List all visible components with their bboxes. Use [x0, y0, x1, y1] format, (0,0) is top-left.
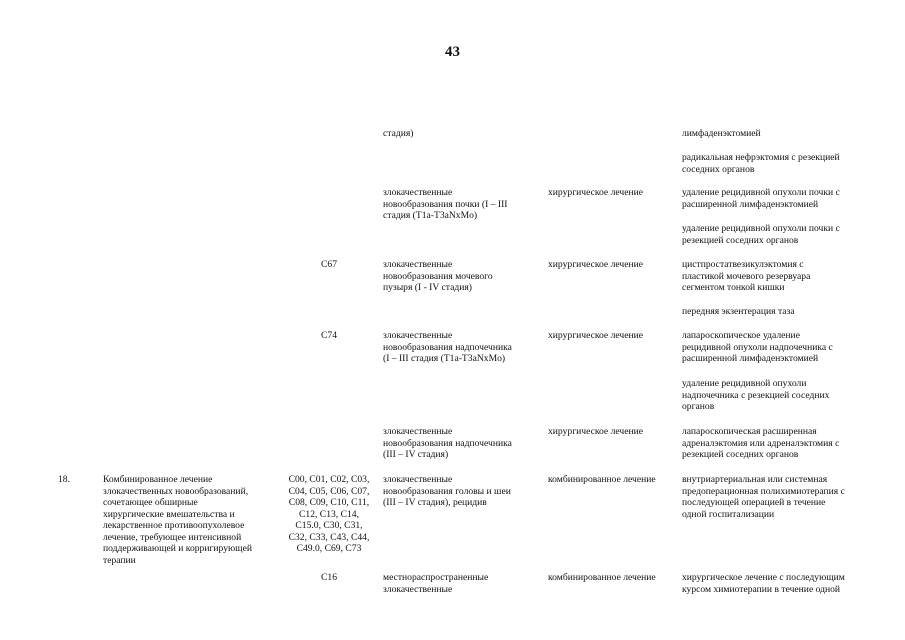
icd-code-cell: C16 — [321, 572, 337, 583]
icd-code-cell: C74 — [321, 330, 337, 341]
treatment-method-cell: лапароскопическая расширенная адреналэктомия или адреналэктомия с резекцией соседних органов — [682, 426, 840, 460]
patient-model-cell: местнораспространенные злокачественные — [383, 572, 489, 595]
treatment-method-cell: радикальная нефрэктомия с резекцией соседних органов — [682, 152, 840, 175]
patient-model-cell: злокачественные новообразования мочевого пузыря (I - IV стадия) — [383, 259, 493, 293]
treatment-type-cell: комбинированное лечение — [548, 572, 656, 583]
treatment-method-cell: цистпростатвезикулэктомия с пластикой мочевого резервуара сегментом тонкой кишки — [682, 259, 811, 293]
patient-model-cell: стадия) — [383, 128, 414, 139]
treatment-method-cell: удаление рецидивной опухоли надпочечника с резекцией соседних органов — [682, 378, 830, 412]
row-number: 18. — [58, 474, 70, 485]
patient-model-cell: злокачественные новообразования надпочечника (III – IV стадия) — [383, 426, 512, 460]
treatment-name-cell: Комбинированное лечение злокачественных новообразований, сочетающее обширные хирургические вмешательства и лекарственное противоопухолевое лечение, требующее интенсивной поддерживающей и корригирующей терапии — [103, 474, 252, 566]
treatment-method-cell: удаление рецидивной опухоли почки с резекцией соседних органов — [682, 223, 840, 246]
treatment-type-cell: комбинированное лечение — [548, 474, 656, 485]
patient-model-cell: злокачественные новообразования почки (I – III стадия (T1a-T3aNxMo) — [383, 187, 508, 221]
icd-code-cell: C67 — [321, 259, 337, 270]
treatment-type-cell: хирургическое лечение — [548, 187, 644, 198]
treatment-method-cell: лимфаденэктомией — [682, 128, 761, 139]
icd-code-cell: C00, C01, C02, C03, C04, C05, C06, C07, C08, C09, C10, C11, C12, C13, C14, C15.0, C30, C31, C32, C33, C43, C44, C49.0, C69, C73 — [288, 474, 370, 554]
treatment-method-cell: внутриартериальная или системная предоперационная полихимиотерапия с последующей операцией в течение одной госпитализации — [682, 474, 845, 520]
page-number: 43 — [445, 44, 460, 60]
treatment-type-cell: хирургическое лечение — [548, 259, 644, 270]
patient-model-cell: злокачественные новообразования надпочечника (I – III стадия (T1a-T3aNxMo) — [383, 330, 512, 364]
treatment-type-cell: хирургическое лечение — [548, 330, 644, 341]
treatment-method-cell: передняя экзентерация таза — [682, 306, 795, 317]
treatment-method-cell: лапароскопическое удаление рецидивной опухоли надпочечника с расширенной лимфаденэктомией — [682, 330, 833, 364]
treatment-type-cell: хирургическое лечение — [548, 426, 644, 437]
patient-model-cell: злокачественные новообразования головы и шеи (III – IV стадия), рецидив — [383, 474, 511, 508]
treatment-method-cell: хирургическое лечение с последующим курсом химиотерапии в течение одной — [682, 572, 845, 595]
treatment-method-cell: удаление рецидивной опухоли почки с расширенной лимфаденэктомией — [682, 187, 840, 210]
